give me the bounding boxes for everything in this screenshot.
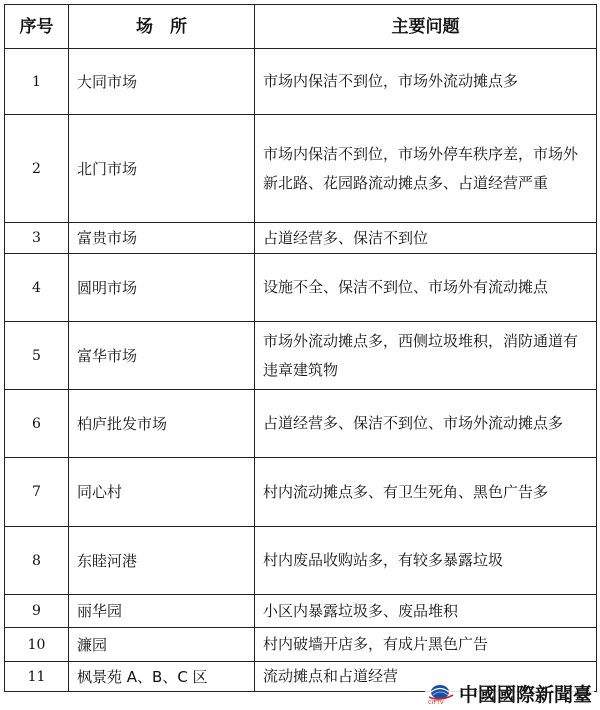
table-row <box>5 254 597 322</box>
row-num: 3 <box>5 223 69 254</box>
header-row <box>5 5 597 49</box>
row-issue: 占道经营多、保洁不到位 <box>255 223 597 254</box>
row-place: 柏庐批发市场 <box>69 390 255 458</box>
globe-logo-icon <box>427 683 455 705</box>
row-place: 北门市场 <box>69 115 255 223</box>
header-place: 场 所 <box>69 5 255 49</box>
table-row <box>5 527 597 595</box>
row-place: 大同市场 <box>69 49 255 115</box>
header-num: 序号 <box>5 5 69 49</box>
row-issue: 市场内保洁不到位，市场外流动摊点多 <box>255 49 597 115</box>
table-row <box>5 458 597 527</box>
logo-text: CIFTV <box>427 699 444 705</box>
row-issue: 设施不全、保洁不到位、市场外有流动摊点 <box>255 254 597 322</box>
row-issue: 市场内保洁不到位，市场外停车秩序差，市场外新北路、花园路流动摊点多、占道经营严重 <box>255 115 597 223</box>
row-num: 9 <box>5 595 69 628</box>
table-row <box>5 390 597 458</box>
row-num: 10 <box>5 628 69 662</box>
row-place: 濂园 <box>69 628 255 662</box>
row-issue: 村内破墙开店多，有成片黑色广告 <box>255 628 597 662</box>
row-num: 1 <box>5 49 69 115</box>
row-issue: 流动摊点和占道经营 <box>255 662 597 692</box>
table-row <box>5 595 597 628</box>
row-num: 4 <box>5 254 69 322</box>
row-issue: 占道经营多、保洁不到位、市场外流动摊点多 <box>255 390 597 458</box>
table-row <box>5 49 597 115</box>
row-place: 富贵市场 <box>69 223 255 254</box>
row-place: 同心村 <box>69 458 255 527</box>
row-place: 东睦河港 <box>69 527 255 595</box>
table-row <box>5 115 597 223</box>
row-num: 5 <box>5 322 69 390</box>
table-row <box>5 223 597 254</box>
row-place: 枫景苑 A、B、C 区 <box>69 662 255 692</box>
row-issue: 村内废品收购站多，有较多暴露垃圾 <box>255 527 597 595</box>
row-issue: 市场外流动摊点多，西侧垃圾堆积，消防通道有违章建筑物 <box>255 322 597 390</box>
header-issue: 主要问题 <box>255 5 597 49</box>
row-place: 富华市场 <box>69 322 255 390</box>
row-num: 11 <box>5 662 69 692</box>
watermark-text: 中國國際新聞臺 <box>458 684 592 706</box>
row-place: 圆明市场 <box>69 254 255 322</box>
row-num: 7 <box>5 458 69 527</box>
issues-table <box>4 4 597 692</box>
row-issue: 小区内暴露垃圾多、废品堆积 <box>255 595 597 628</box>
row-num: 8 <box>5 527 69 595</box>
row-num: 6 <box>5 390 69 458</box>
table-row <box>5 322 597 390</box>
table-row <box>5 628 597 662</box>
row-issue: 村内流动摊点多、有卫生死角、黑色广告多 <box>255 458 597 527</box>
watermark <box>425 679 594 708</box>
row-place: 丽华园 <box>69 595 255 628</box>
row-num: 2 <box>5 115 69 223</box>
